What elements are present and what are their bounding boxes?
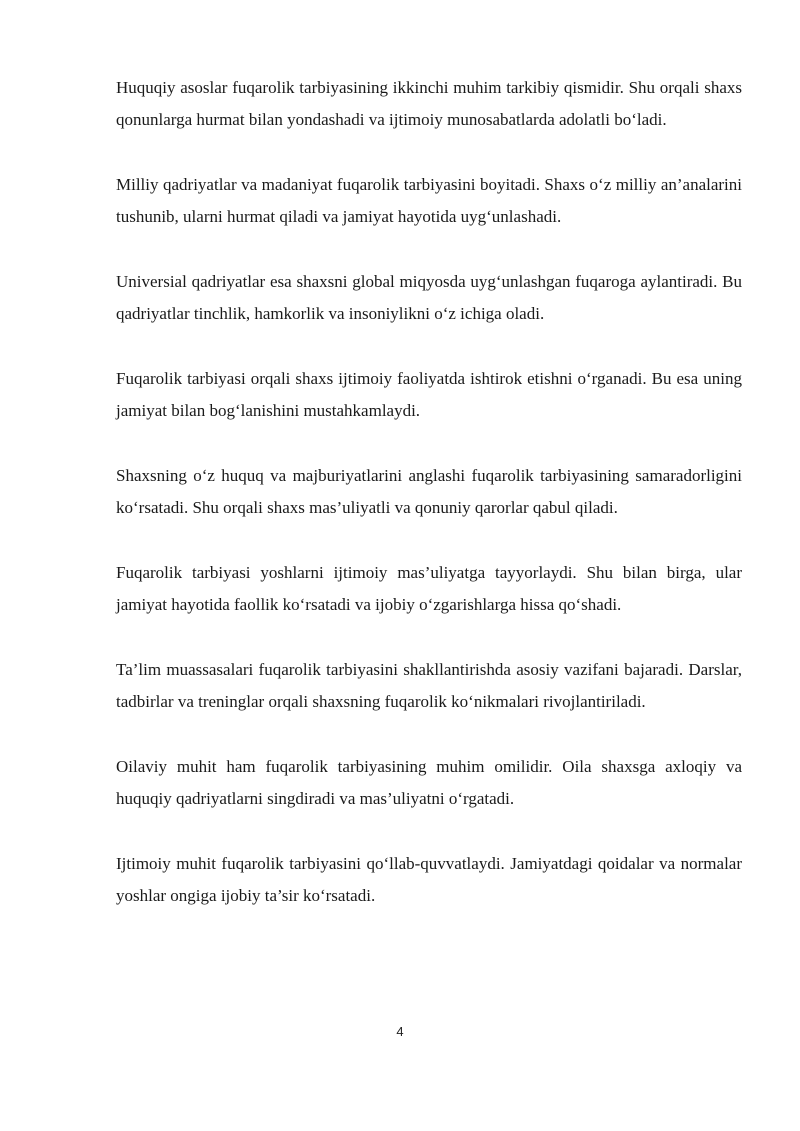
paragraph-universal-values: Universial qadriyatlar esa shaxsni global miqyosda uyg‘unlashgan fuqaroga aylantiradi. Bu qadriyatlar tinchlik, hamkorlik va insoniylikni o‘z ichiga oladi.	[116, 272, 742, 323]
paragraph-social-environment: Ijtimoiy muhit fuqarolik tarbiyasini qo‘llab-quvvatlaydi. Jamiyatdagi qoidalar va normalar yoshlar ongiga ijobiy ta’sir ko‘rsatadi.	[116, 854, 742, 905]
paragraph-youth-responsibility: Fuqarolik tarbiyasi yoshlarni ijtimoiy mas’uliyatga tayyorlaydi. Shu bilan birga, ular jamiyat hayotida faollik ko‘rsatadi va ijobiy o‘zgarishlarga hissa qo‘shadi.	[116, 563, 742, 614]
paragraph-family-environment: Oilaviy muhit ham fuqarolik tarbiyasining muhim omilidir. Oila shaxsga axloqiy va huquqiy qadriyatlarni singdiradi va mas’uliyatni o‘rgatadi.	[116, 757, 742, 808]
document-body	[116, 72, 742, 945]
paragraph-educational-institutions: Ta’lim muassasalari fuqarolik tarbiyasini shakllantirishda asosiy vazifani bajaradi. Darslar, tadbirlar va treninglar orqali shaxsning fuqarolik ko‘nikmalari rivojlantiriladi.	[116, 660, 742, 711]
paragraph-national-values: Milliy qadriyatlar va madaniyat fuqarolik tarbiyasini boyitadi. Shaxs o‘z milliy an’analarini tushunib, ularni hurmat qiladi va jamiyat hayotida uyg‘unlashadi.	[116, 175, 742, 226]
page-number: 4	[396, 1024, 404, 1039]
paragraph-social-participation: Fuqarolik tarbiyasi orqali shaxs ijtimoiy faoliyatda ishtirok etishni o‘rganadi. Bu esa uning jamiyat bilan bog‘lanishini mustahkamlaydi.	[116, 369, 742, 420]
paragraph-legal-foundations: Huquqiy asoslar fuqarolik tarbiyasining ikkinchi muhim tarkibiy qismidir. Shu orqali shaxs qonunlarga hurmat bilan yondashadi va ijtimoiy munosabatlarda adolatli bo‘ladi.	[116, 78, 742, 129]
paragraph-rights-duties: Shaxsning o‘z huquq va majburiyatlarini anglashi fuqarolik tarbiyasining samaradorligini ko‘rsatadi. Shu orqali shaxs mas’uliyatli va qonuniy qarorlar qabul qiladi.	[116, 466, 742, 517]
